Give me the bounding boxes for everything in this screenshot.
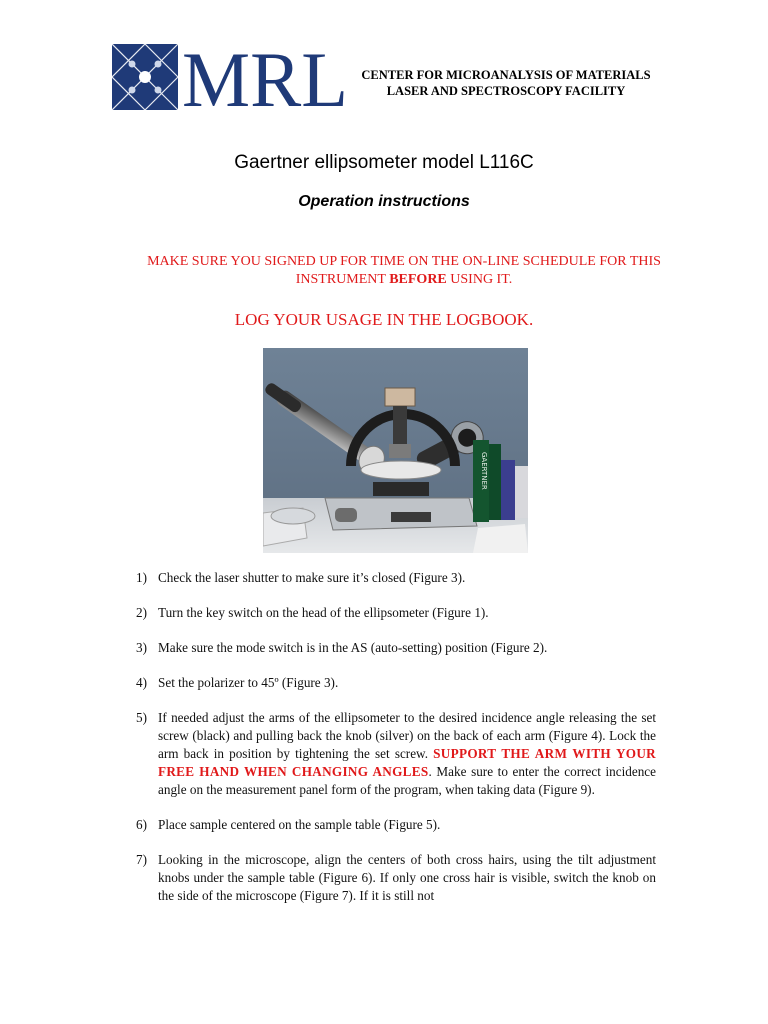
notice-text-after: USING IT. xyxy=(446,272,513,287)
step-text: Looking in the microscope, align the centers of both cross hairs, using the tilt adjustment knobs under the sample table (Figure 6). If only one cross hair is visible, switch the knob on the side of the microscope (Figure 7). If it is still not xyxy=(158,852,656,903)
step-1 xyxy=(136,569,656,587)
step-3 xyxy=(136,639,656,657)
mrl-logo xyxy=(112,44,352,112)
page-subtitle: Operation instructions xyxy=(298,193,470,210)
instruction-list xyxy=(136,569,656,922)
notice-text-before: MAKE SURE YOU SIGNED UP FOR TIME ON THE ON-LINE SCHEDULE FOR THIS INSTRUMENT xyxy=(147,254,661,287)
step-number: 6) xyxy=(136,817,147,832)
facility-line-1: CENTER FOR MICROANALYSIS OF MATERIALS xyxy=(361,68,651,82)
step-6 xyxy=(136,816,656,834)
step-number: 3) xyxy=(136,640,147,655)
step-text: Turn the key switch on the head of the ellipsometer (Figure 1). xyxy=(158,605,489,620)
step-text-after: . Make sure to enter the correct incidence angle on the measurement panel form of the program, when taking data (Figure 9). xyxy=(158,764,657,797)
step-text: Check the laser shutter to make sure it’s closed (Figure 3). xyxy=(158,570,466,585)
step-text-before: If needed adjust the arms of the ellipsometer to the desired incidence angle releasing the set screw (black) and pulling back the knob (silver) on the back of each arm (Figure 4). Lock the arm back in position by tightening the set screw. xyxy=(158,710,656,761)
step-number: 1) xyxy=(136,570,147,585)
step-number: 5) xyxy=(136,710,147,725)
step-4 xyxy=(136,674,656,692)
ellipsometer-photo xyxy=(263,348,528,553)
step-number: 7) xyxy=(136,852,147,867)
schedule-notice xyxy=(116,253,692,289)
step-number: 4) xyxy=(136,675,147,690)
notice-emphasis: BEFORE xyxy=(389,272,447,287)
step-text: Place sample centered on the sample table (Figure 5). xyxy=(158,817,441,832)
step-7 xyxy=(136,851,656,905)
book-spine-text: GAERTNER xyxy=(480,452,488,490)
support-arm-warning: SUPPORT THE ARM WITH YOUR FREE HAND WHEN CHANGING ANGLES xyxy=(158,746,656,779)
logbook-notice: LOG YOUR USAGE IN THE LOGBOOK. xyxy=(234,310,534,329)
step-text: Set the polarizer to 45º (Figure 3). xyxy=(158,675,339,690)
facility-name xyxy=(356,67,656,99)
step-5 xyxy=(136,709,656,799)
facility-line-2: LASER AND SPECTROSCOPY FACILITY xyxy=(386,84,626,98)
step-number: 2) xyxy=(136,605,147,620)
page-title: Gaertner ellipsometer model L116C xyxy=(234,152,534,173)
step-2 xyxy=(136,604,656,622)
step-text: Make sure the mode switch is in the AS (auto-setting) position (Figure 2). xyxy=(158,640,548,655)
logo-text: MRL xyxy=(182,44,348,112)
